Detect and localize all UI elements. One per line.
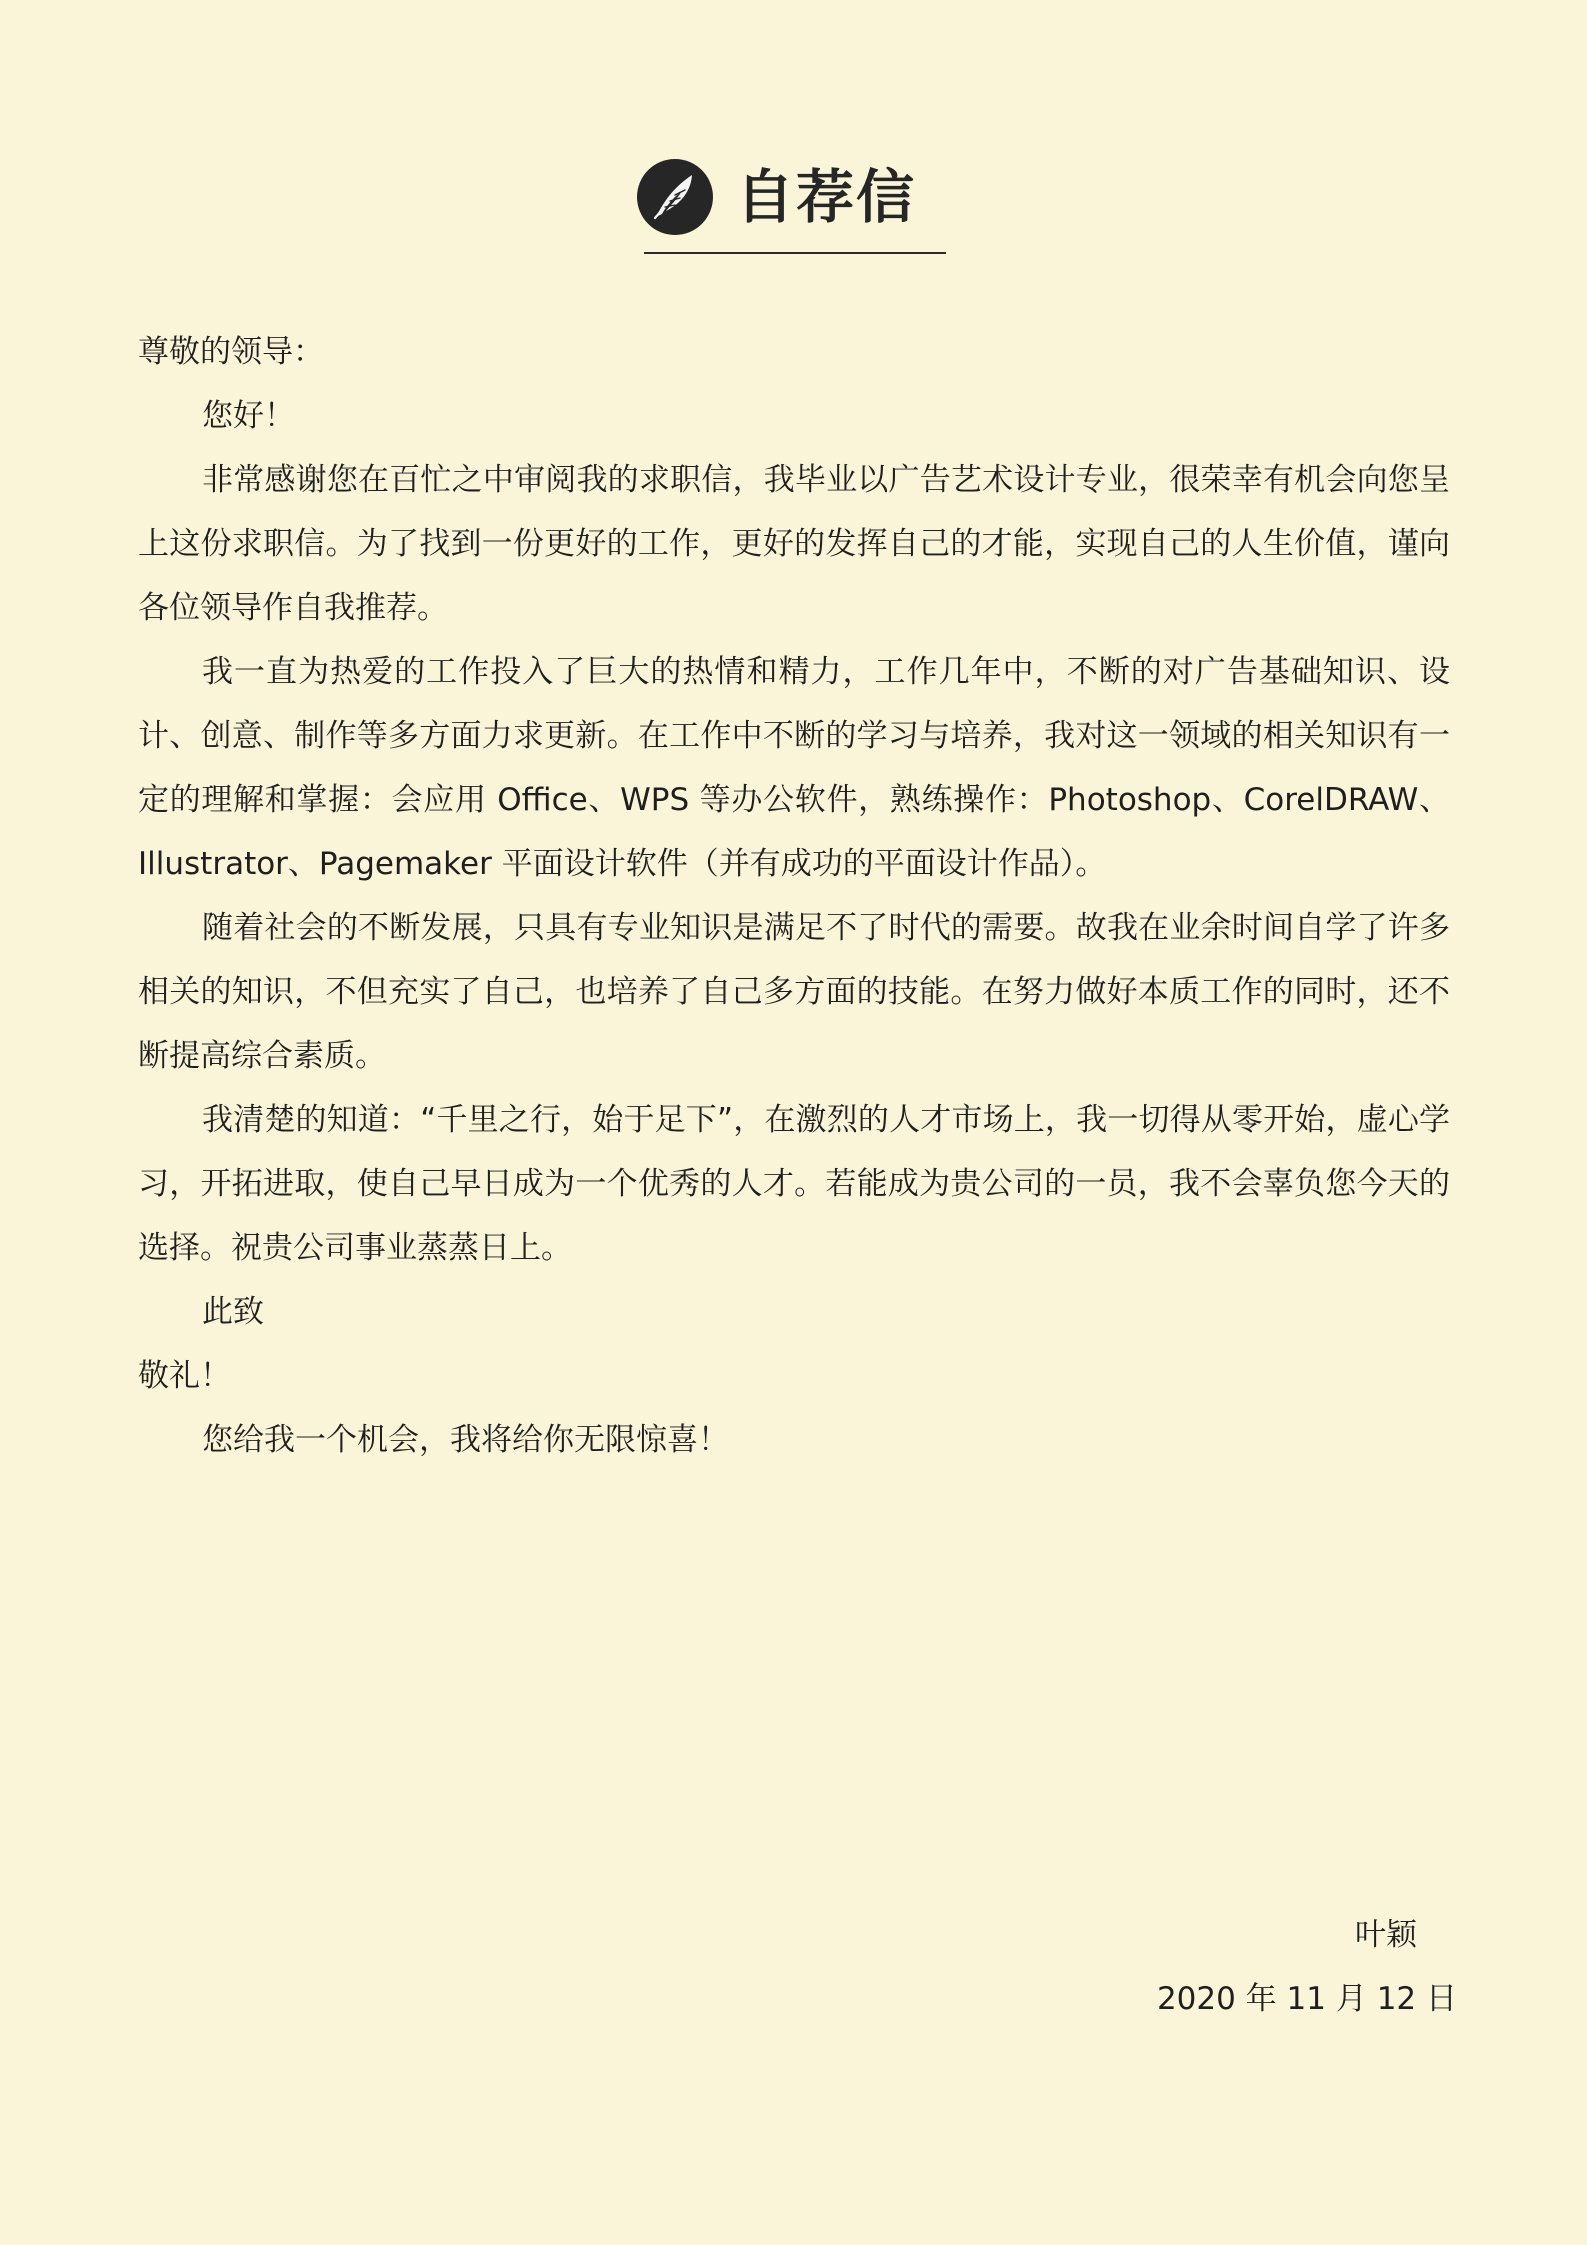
feather-icon-graphic [637,159,713,235]
title-block [636,150,946,258]
salutation: 尊敬的领导： [138,334,324,370]
paragraph-3: 随着社会的不断发展，只具有专业知识是满足不了时代的需要。故我在业余时间自学了许多相关的知识，不但充实了自己，也培养了自己多方面的技能。在努力做好本质工作的同时，还不断提高综合素质。 [138,910,1450,1074]
signer-name: 叶颖 [1355,1917,1417,1953]
title-underline [644,252,946,254]
paragraph-4: 我清楚的知道：“千里之行，始于足下”，在激烈的人才市场上，我一切得从零开始，虚心学习，开拓进取，使自己早日成为一个优秀的人才。若能成为贵公司的一员，我不会辜负您今天的选择。祝贵公司事业蒸蒸日上。 [138,1102,1450,1266]
regards: 敬礼！ [138,1358,231,1394]
closing: 此致 [202,1294,264,1330]
postscript: 您给我一个机会，我将给你无限惊喜！ [202,1422,729,1458]
feather-icon [637,159,713,235]
letter-title: 自荐信 [736,163,917,231]
paragraph-1: 非常感谢您在百忙之中审阅我的求职信，我毕业以广告艺术设计专业，很荣幸有机会向您呈上这份求职信。为了找到一份更好的工作，更好的发挥自己的才能，实现自己的人生价值，谨向各位领导作自我推荐。 [138,462,1450,626]
letter-date: 2020 年 11 月 12 日 [1156,1981,1457,2017]
paragraph-2: 我一直为热爱的工作投入了巨大的热情和精力，工作几年中，不断的对广告基础知识、设计、创意、制作等多方面力求更新。在工作中不断的学习与培养，我对这一领域的相关知识有一定的理解和掌握：会应用 Office、WPS 等办公软件，熟练操作：Photoshop、CorelDRAW、Illustrator、Pagemaker 平面设计软件（并有成功的平面设计作品）。 [138,654,1450,882]
signature-block [1057,1903,1457,2031]
letter-body [138,320,1450,1472]
greeting: 您好！ [202,398,295,434]
